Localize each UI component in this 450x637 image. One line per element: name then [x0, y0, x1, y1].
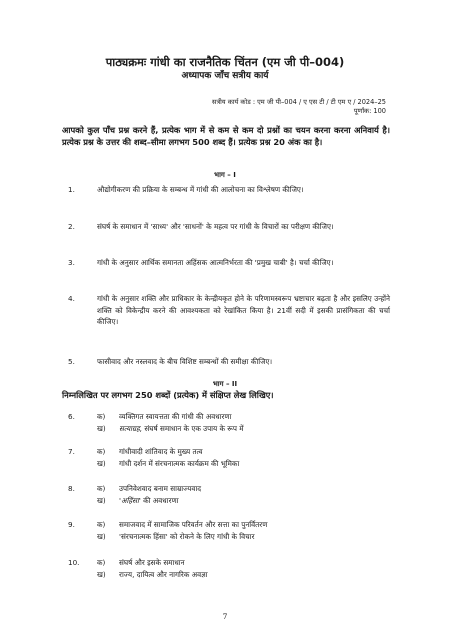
sub-label: ख): [97, 570, 106, 579]
max-marks: पूर्णांक: 100: [353, 107, 386, 115]
sub-text: की अवधारणा: [140, 496, 179, 505]
question-number: 1.: [68, 185, 75, 194]
sub-label: क): [97, 412, 106, 421]
sub-question-a: [97, 557, 185, 568]
sub-question-b: [97, 495, 179, 506]
question-number: 3.: [68, 258, 75, 267]
question-10: [0, 557, 450, 587]
question-6: [0, 411, 450, 441]
sub-label: क): [97, 520, 106, 529]
sub-label: ख): [97, 459, 106, 468]
assignment-code: सत्रीय कार्य कोड : एम जी पी–004 / ए एस टी / टी एम ए / 2024–25: [212, 98, 386, 106]
sub-text: राज्य, दायित्व और नागरिक अवज्ञा: [119, 570, 208, 579]
sub-label: ख): [97, 496, 106, 505]
sub-label: क): [97, 447, 106, 456]
sub-label: ख): [97, 532, 106, 541]
sub-question-a: [97, 446, 202, 457]
sub-text: संघर्ष और इसके समाधान: [119, 558, 185, 567]
question-number: 8.: [68, 484, 75, 493]
question-number: 9.: [68, 520, 75, 529]
sub-label: क): [97, 558, 106, 567]
part-1-heading: भाग – I: [214, 171, 236, 179]
sub-text: व्यक्तिगत स्वायत्तता की गांधी की अवधारणा: [119, 412, 232, 421]
question-9: [0, 519, 450, 549]
sub-text: गांधी दर्शन में संरचनात्मक कार्यक्रम की भूमिका: [119, 459, 240, 468]
sub-question-a: [97, 483, 201, 494]
sub-label: क): [97, 484, 106, 493]
question-number: 6.: [68, 412, 75, 421]
page-number: 7: [222, 612, 228, 621]
italic-term: 'अहिंसा': [119, 496, 141, 505]
question-8: [0, 483, 450, 513]
sub-question-a: [97, 519, 267, 530]
general-instructions: आपको कुल पाँच प्रश्न करने हैं, प्रत्येक भाग में से कम से कम दो प्रश्नों का चयन करना करना अनिवार्य है। प्रत्येक प्रश्न के उत्तर की शब्द–सीमा लगभग 500 शब्द हैं। प्रत्येक प्रश्न 20 अंक का है।: [62, 125, 390, 147]
course-title: पाठ्यक्रमः गांधी का राजनैतिक चिंतन (एम जी पी–004): [105, 55, 345, 69]
sub-text: उपनिवेशवाद बनाम साम्राज्यवाद: [119, 484, 202, 493]
question-text: गांधी के अनुसार शक्ति और प्राधिकार के केन्द्रीयकृत होने के परिणामस्वरूप भ्रष्टाचार बढ़ता है और इसलिए उन्होंने शक्ति को विकेन्द्रीय करने की आवश्यकता को रेखांकित किया है। 21वीं सदी में इसकी प्रासंगिकता की चर्चा कीजिए।: [97, 294, 390, 326]
sub-question-b: [97, 458, 239, 469]
italic-term: सत्याग्रह,: [119, 424, 143, 433]
sub-text: 'संरचनात्मक हिंसा' को रोकने के लिए गांधी के विचार: [119, 532, 255, 541]
sub-question-a: [97, 411, 231, 422]
sub-text: संघर्ष समाधान के एक उपाय के रूप में: [142, 424, 244, 433]
question-text: संघर्ष के समाधान में 'साध्य' और 'साधनों' के महत्व पर गांधी के विचारों का परीक्षण कीजिए।: [97, 222, 334, 231]
question-number: 2.: [68, 222, 75, 231]
question-text: फासीवाद और नस्लवाद के बीच विशिष्ट सम्बन्धों की समीक्षा कीजिए।: [97, 357, 273, 366]
question-text: औद्योगीकरण की प्रक्रिया के सम्बन्ध में गांधी की आलोचना का विश्लेषण कीजिए।: [97, 185, 304, 194]
question-text: गांधी के अनुसार आर्थिक समानता अहिंसक आत्मनिर्भरता की 'प्रमुख चाबी' है। चर्चा कीजिए।: [97, 258, 334, 267]
sub-text: समाजवाद में सामाजिक परिवर्तन और सत्ता का पुनर्वितरण: [119, 520, 268, 529]
sub-text: गांधीवादी शांतिवाद के मुख्य तत्व: [119, 447, 203, 456]
sub-question-b: [97, 569, 208, 580]
sub-question-b: [97, 423, 244, 434]
question-number: 4.: [68, 294, 75, 303]
question-number: 10.: [68, 558, 80, 567]
question-7: [0, 446, 450, 476]
sub-label: ख): [97, 424, 106, 433]
assignment-subtitle: अध्यापक जाँच सत्रीय कार्य: [181, 71, 269, 81]
part-2-instruction: निम्नलिखित पर लगभग 250 शब्दों (प्रत्येक) में संक्षिप्त लेख लिखिए।: [62, 390, 274, 400]
question-number: 5.: [68, 357, 75, 366]
part-2-heading: भाग – II: [212, 380, 238, 388]
question-number: 7.: [68, 447, 75, 456]
sub-question-b: [97, 531, 255, 542]
